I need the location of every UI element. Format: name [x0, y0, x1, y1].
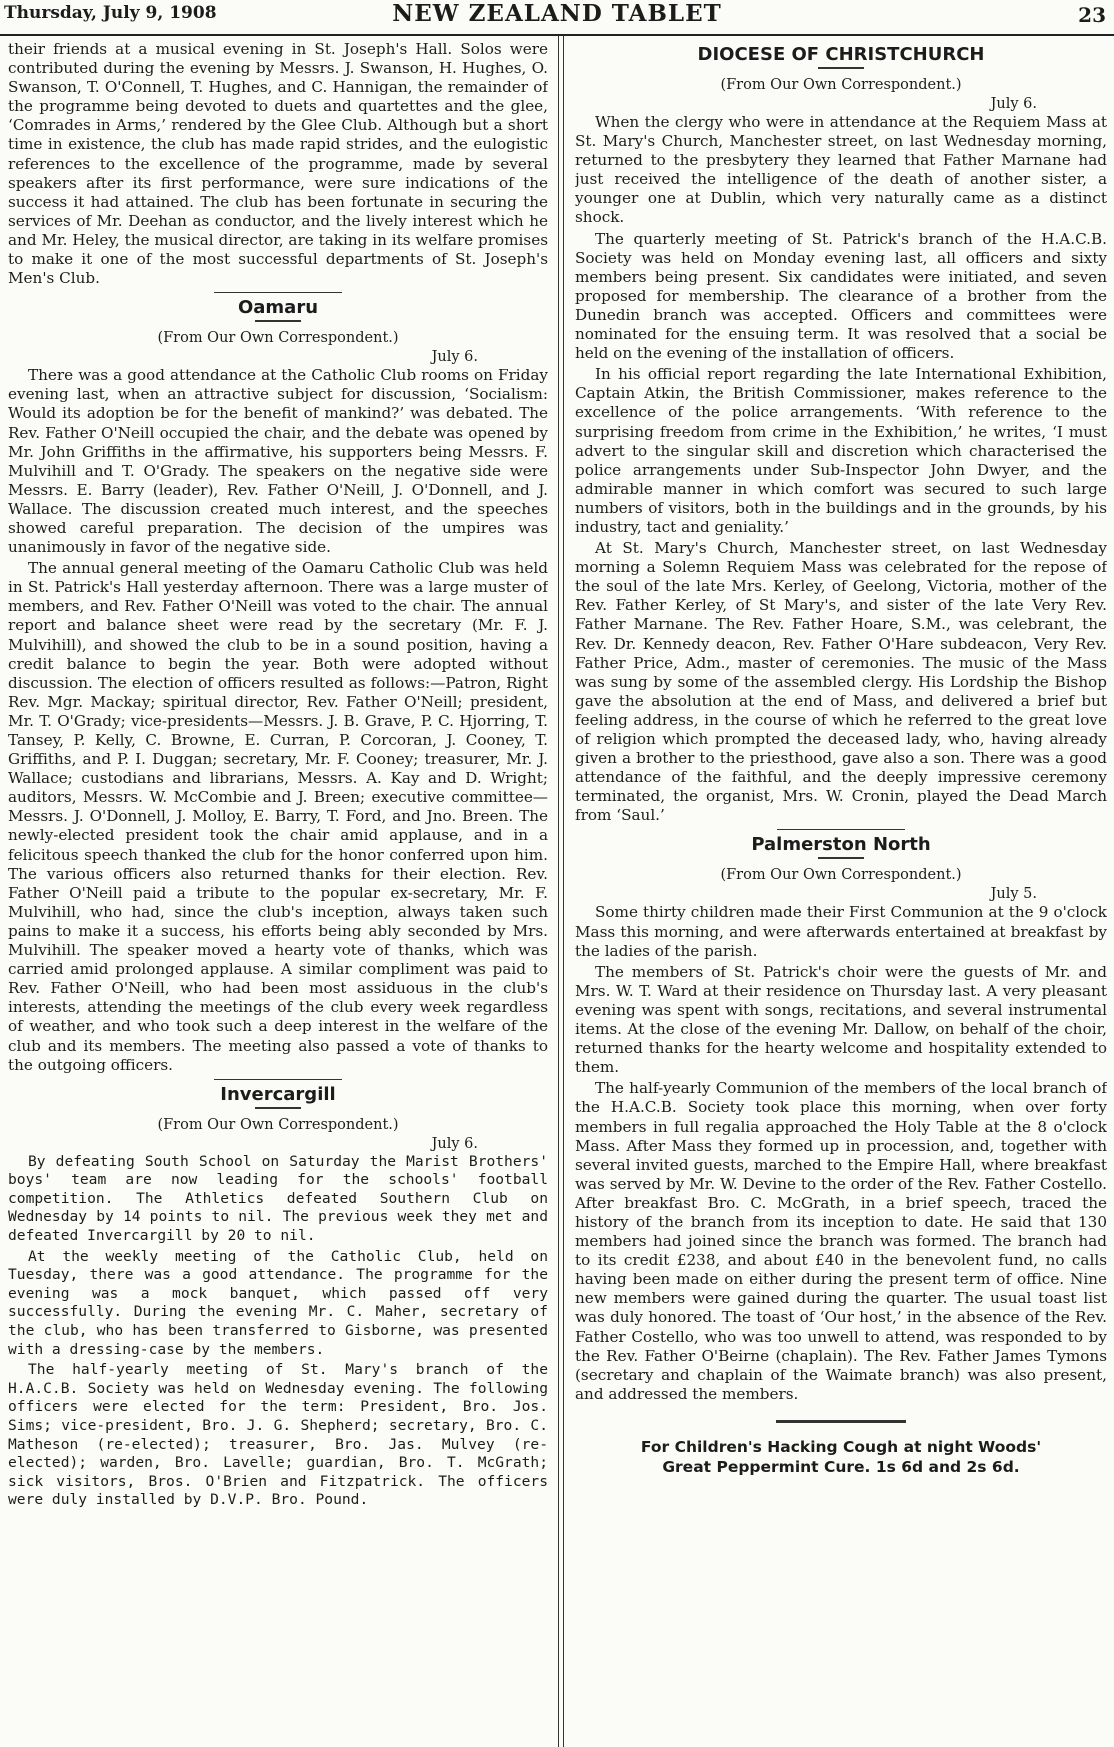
advertisement [575, 1437, 1107, 1477]
paragraph: At St. Mary's Church, Manchester street, on last Wednesday morning a Solemn Requiem Mass was celebrated for the repose of the soul of the late Mrs. Kerley, of Geelong, Victoria, mother of the Rev. Father Kerley, of St Mary's, and sister of the late Very Rev. Father Marnane. The Rev. Father Hoare, S.M., was celebrant, the Rev. Dr. Kennedy deacon, Rev. Father O'Hare subdeacon, Very Rev. Father Price, Adm., master of ceremonies. The music of the Mass was sung by some of the assembled clergy. His Lordship the Bishop gave the absolution at the end of Mass, and delivered a brief but feeling address, in the course of which he referred to the great love of religion which prompted the deceased lady, who, having already given a brother to the priesthood, gave also a son. There was a good attendance of the faithful, and the deeply impressive ceremony terminated, the organist, Mrs. W. Cronin, played the Dead March from ‘Saul.’ [575, 539, 1107, 825]
paragraph: Some thirty children made their First Communion at the 9 o'clock Mass this morning, and were afterwards entertained at breakfast by the ladies of the parish. [575, 903, 1107, 960]
continued-article: their friends at a musical evening in St. Joseph's Hall. Solos were contributed during the evening by Messrs. J. Swanson, H. Hughes, O. Swanson, T. O'Connell, T. Hughes, and C. Hannigan, the remainder of the programme being devoted to duets and quartettes and the glee, ‘Comrades in Arms,’ rendered by the Glee Club. Although but a short time in existence, the club has made rapid strides, and the eulogistic references to the excellence of the programme, made by several speakers after its first performance, were sure indications of the success it had attained. The club has been fortunate in securing the services of Mr. Deehan as conductor, and the lively interest which he and Mr. Heley, the musical director, are taking in its welfare promises to make it one of the most successful departments of St. Joseph's Men's Club. [8, 40, 548, 288]
title-underline [818, 67, 864, 69]
masthead: NEW ZEALAND TABLET [392, 0, 722, 27]
paragraph: The half-yearly meeting of St. Mary's branch of the H.A.C.B. Society was held on Wednesday evening. The following officers were elected for the term: President, Bro. Jos. Sims; vice-president, Bro. J. G. Shepherd; secretary, Bro. C. Matheson (re-elected); treasurer, Bro. Jas. Mulvey (re-elected); warden, Bro. Lavelle; guardian, Bro. T. McGrath; sick visitors, Bros. O'Brien and Fitzpatrick. The officers were duly installed by D.V.P. Bro. Pound. [8, 1361, 548, 1509]
article-christchurch [575, 44, 1107, 825]
paragraph: When the clergy who were in attendance at the Requiem Mass at St. Mary's Church, Manchester street, on last Wednesday morning, returned to the presbytery they learned that Father Marnane had just received the intelligence of the death of another sister, a younger one at Dublin, which very naturally came as a distinct shock. [575, 113, 1107, 227]
paragraph: By defeating South School on Saturday the Marist Brothers' boys' team are now leading for the schools' football competition. The Athletics defeated Southern Club on Wednesday by 14 points to nil. The previous week they met and defeated Invercargill by 20 to nil. [8, 1152, 548, 1245]
article-title: Oamaru [237, 297, 319, 319]
section-divider [777, 829, 905, 830]
left-column [8, 40, 548, 1740]
title-underline [255, 320, 301, 322]
paragraph: At the weekly meeting of the Catholic Club, held on Tuesday, there was a good attendance. The programme for the evening was a mock banquet, which passed off very successfully. During the evening Mr. C. Maher, secretary of the club, who has been transferred to Gisborne, was presented with a dressing-case by the members. [8, 1247, 548, 1358]
right-column [575, 40, 1107, 1740]
article-title: Invercargill [220, 1083, 336, 1105]
advert-line: Great Peppermint Cure. 1s 6d and 2s 6d. [662, 1457, 1020, 1476]
article-title: DIOCESE OF CHRISTCHURCH [697, 44, 985, 65]
article-oamaru [8, 297, 548, 1074]
correspondent-line: (From Our Own Correspondent.) [720, 77, 962, 93]
title-underline [255, 1107, 301, 1109]
advert-line: For Children's Hacking Cough at night Woods' [640, 1437, 1042, 1456]
article-title: Palmerston North [751, 834, 931, 856]
page-header [0, 0, 1114, 36]
dateline: July 6. [990, 96, 1037, 112]
page-number: 23 [1078, 3, 1106, 27]
correspondent-line: (From Our Own Correspondent.) [720, 867, 962, 884]
dateline: July 6. [431, 1135, 478, 1152]
correspondent-line: (From Our Own Correspondent.) [157, 1116, 399, 1133]
section-divider [214, 1079, 342, 1080]
issue-date: Thursday, July 9, 1908 [4, 3, 217, 23]
article-invercargill [8, 1084, 548, 1510]
correspondent-line: (From Our Own Correspondent.) [157, 330, 399, 347]
dateline: July 6. [431, 349, 478, 366]
column-divider [558, 36, 564, 1747]
paragraph: The annual general meeting of the Oamaru Catholic Club was held in St. Patrick's Hall yesterday afternoon. There was a large muster of members, and Rev. Father O'Neill was voted to the chair. The annual report and balance sheet were read by the secretary (Mr. F. J. Mulvihill), and showed the club to be in a sound position, having a credit balance to begin the year. Both were adopted without discussion. The election of officers resulted as follows:—Patron, Right Rev. Mgr. Mackay; spiritual director, Rev. Father O'Neill; president, Mr. T. O'Grady; vice-presidents—Messrs. J. B. Grave, P. C. Hjorring, T. Tansey, P. Kelly, C. Browne, E. Curran, P. Corcoran, J. Cooney, T. Griffiths, and P. I. Duggan; secretary, Mr. F. Cooney; treasurer, Mr. J. Wallace; custodians and librarians, Messrs. A. Kay and D. Wright; auditors, Messrs. W. McCombie and J. Breen; executive committee—Messrs. J. O'Donnell, J. Molloy, E. Barry, T. Ford, and Jno. Breen. The newly-elected president took the chair amid applause, and in a felicitous speech thanked the club for the honor conferred upon him. The various officers also returned thanks for their election. Rev. Father O'Neill paid a tribute to the popular ex-secretary, Mr. F. Mulvihill, who had, since the club's inception, always taken such pains to make it a success, his efforts being ably seconded by Mrs. Mulvihill. The speaker moved a hearty vote of thanks, which was carried amid prolonged applause. A similar compliment was paid to Rev. Father O'Neill, who had been most assiduous in the club's interests, attending the meetings of the club every week regardless of weather, and who took such a deep interest in the welfare of the club and its members. The meeting also passed a vote of thanks to the outgoing officers. [8, 559, 548, 1074]
advert-divider [776, 1420, 906, 1423]
section-divider [214, 292, 342, 293]
paragraph: The half-yearly Communion of the members of the local branch of the H.A.C.B. Society took place this morning, when over forty members in full regalia approached the Holy Table at the 8 o'clock Mass. After Mass they formed up in procession, and, together with several invited guests, marched to the Empire Hall, where breakfast was served by Mr. W. Devine to the order of the Rev. Father Costello. After breakfast Bro. C. McGrath, in a brief speech, traced the history of the branch from its inception to date. He said that 130 members had joined since the branch was formed. The branch had to its credit £238, and about £40 in the benevolent fund, no calls having been made on either during the present term of office. Nine new members were gained during the quarter. The usual toast list was duly honored. The toast of ‘Our host,’ in the absence of the Rev. Father Costello, who was too unwell to attend, was responded to by the Rev. Father O'Beirne (chaplain). The Rev. Father James Tymons (secretary and chaplain of the Waimate branch) was also present, and addressed the members. [575, 1079, 1107, 1403]
article-palmerston-north [575, 834, 1107, 1403]
title-underline [818, 857, 864, 859]
dateline: July 5. [990, 886, 1037, 903]
paragraph: The quarterly meeting of St. Patrick's branch of the H.A.C.B. Society was held on Monday evening last, all officers and sixty members being present. Six candidates were initiated, and seven proposed for membership. The clearance of a brother from the Dunedin branch was accepted. Officers and committees were nominated for the ensuing term. It was resolved that a social be held on the evening of the installation of officers. [575, 229, 1107, 363]
paragraph: There was a good attendance at the Catholic Club rooms on Friday evening last, when an attractive subject for discussion, ‘Socialism: Would its adoption be for the benefit of mankind?’ was debated. The Rev. Father O'Neill occupied the chair, and the debate was opened by Mr. John Griffiths in the affirmative, his supporters being Messrs. F. Mulvihill and T. O'Grady. The speakers on the negative side were Messrs. E. Barry (leader), Rev. Father O'Neill, J. O'Donnell, and J. Wallace. The discussion created much interest, and the speeches showed careful preparation. The decision of the umpires was unanimously in favor of the negative side. [8, 366, 548, 557]
paragraph: The members of St. Patrick's choir were the guests of Mr. and Mrs. W. T. Ward at their residence on Thursday last. A very pleasant evening was spent with songs, recitations, and several instrumental items. At the close of the evening Mr. Dallow, on behalf of the choir, returned thanks for the hearty welcome and hospitality extended to them. [575, 962, 1107, 1077]
paragraph: In his official report regarding the late International Exhibition, Captain Atkin, the British Commissioner, makes reference to the excellence of the police arrangements. ‘With reference to the surprising freedom from crime in the Exhibition,’ he writes, ‘I must advert to the singular skill and discretion which characterised the police arrangements under Sub-Inspector John Dwyer, and the admirable manner in which comfort was secured to such large numbers of visitors, both in the buildings and in the grounds, by his industry, tact and geniality.’ [575, 365, 1107, 536]
